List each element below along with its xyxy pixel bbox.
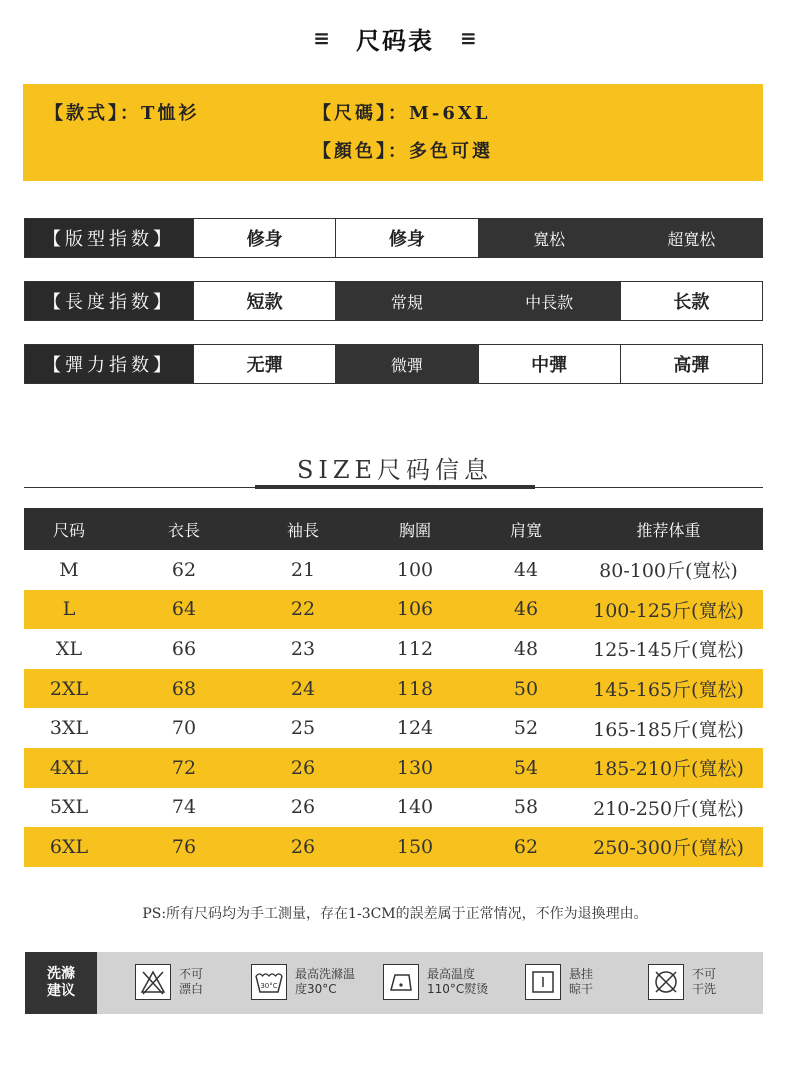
table-cell: 5XL [49, 796, 89, 819]
fit-option: 修身 [193, 219, 335, 257]
table-cell: 62 [513, 835, 539, 858]
length-option: 常規 [335, 282, 477, 320]
column-header: 衣長 [167, 520, 200, 540]
table-cell: 165-185斤(寬松) [593, 718, 744, 741]
care-text-line: 110°C熨烫 [427, 982, 489, 996]
table-cell: 24 [290, 677, 316, 700]
table-cell: 210-250斤(寬松) [593, 797, 744, 820]
column-header: 尺码 [52, 520, 85, 540]
table-cell: 23 [290, 637, 316, 660]
color-label: 【顏色】：多色可選 [313, 141, 493, 162]
table-cell: 100-125斤(寬松) [593, 599, 744, 622]
care-item-iron [383, 964, 488, 1000]
table-cell: 46 [513, 598, 539, 621]
length-index-label: 【長度指数】 [25, 282, 193, 320]
table-row [24, 788, 763, 828]
fit-index-row [24, 218, 763, 258]
length-option: 中長款 [478, 282, 620, 320]
table-cell: 130 [396, 756, 434, 779]
size-range-label: 【尺碼】：M-6XL [313, 103, 491, 124]
wash-30-icon [251, 964, 287, 1000]
measurement-note: PS:所有尺码均为手工測量，存在1-3CM的誤差属于正常情况，不作为退換理由。 [142, 906, 648, 922]
table-row [24, 590, 763, 630]
care-text-line: 不可 [179, 967, 204, 981]
table-cell: 118 [396, 677, 434, 700]
elasticity-option: 无彈 [193, 345, 335, 383]
elasticity-option: 高彈 [620, 345, 762, 383]
fit-option: 超寬松 [620, 219, 762, 257]
table-cell: XL [55, 637, 83, 660]
table-row [24, 550, 763, 590]
care-text-line: 最高洗滌温 [295, 967, 356, 981]
length-option: 短款 [193, 282, 335, 320]
care-text-line: 悬挂 [569, 967, 594, 981]
column-header: 肩寬 [509, 520, 542, 540]
menu-left-icon: ≡ [313, 26, 330, 50]
fit-option: 修身 [335, 219, 477, 257]
table-cell: 21 [290, 558, 316, 581]
column-header: 袖長 [286, 520, 319, 540]
table-cell: 6XL [49, 835, 89, 858]
table-cell: 250-300斤(寬松) [593, 837, 744, 860]
care-text-line: 漂白 [179, 982, 204, 996]
table-cell: 44 [513, 558, 539, 581]
table-cell: 62 [171, 558, 197, 581]
no-dryclean-icon [648, 964, 684, 1000]
fit-index-label: 【版型指数】 [25, 219, 193, 257]
table-cell: 100 [396, 558, 434, 581]
table-cell: 72 [171, 756, 197, 779]
table-row [24, 629, 763, 669]
table-cell: 26 [290, 756, 316, 779]
table-cell: 112 [396, 637, 434, 660]
iron-icon [383, 964, 419, 1000]
table-cell: 3XL [49, 717, 89, 740]
care-item-wash [251, 964, 355, 1000]
table-header-row [24, 508, 763, 550]
page-title: 尺码表 [356, 26, 434, 55]
care-item-no-bleach [135, 964, 203, 1000]
care-text-line: 干洗 [692, 982, 717, 996]
care-text-line: 度30°C [295, 982, 337, 996]
care-item-hang-dry [525, 964, 593, 1000]
table-cell: 124 [396, 717, 434, 740]
table-cell: 64 [171, 598, 197, 621]
table-row [24, 669, 763, 709]
length-index-row [24, 281, 763, 321]
care-label-line1: 洗滌 [47, 966, 75, 982]
fit-option: 寬松 [478, 219, 620, 257]
table-cell: 2XL [49, 677, 89, 700]
table-cell: 68 [171, 677, 197, 700]
table-cell: 150 [396, 835, 434, 858]
elasticity-option: 中彈 [478, 345, 620, 383]
table-row [24, 748, 763, 788]
column-header: 推荐体重 [636, 520, 701, 540]
elasticity-index-label: 【彈力指数】 [25, 345, 193, 383]
table-cell: 52 [513, 717, 539, 740]
table-row [24, 708, 763, 748]
table-row [24, 827, 763, 867]
table-cell: 145-165斤(寬松) [593, 679, 744, 702]
table-cell: 66 [171, 637, 197, 660]
menu-right-icon: ≡ [460, 26, 477, 50]
care-item-no-dryclean [648, 964, 716, 1000]
table-cell: 26 [290, 835, 316, 858]
table-cell: 25 [290, 717, 316, 740]
hang-dry-icon [525, 964, 561, 1000]
table-cell: 140 [396, 796, 434, 819]
table-cell: 50 [513, 677, 539, 700]
table-cell: 70 [171, 717, 197, 740]
length-option: 长款 [620, 282, 762, 320]
care-text-line: 最高温度 [427, 967, 476, 981]
care-label-line2: 建议 [47, 983, 75, 999]
table-cell: 74 [171, 796, 197, 819]
page-header [0, 18, 790, 58]
table-cell: 125-145斤(寬松) [593, 639, 744, 662]
care-text-line: 不可 [692, 967, 717, 981]
size-table [24, 508, 763, 867]
size-info-heading: SIZE尺码信息 [296, 456, 494, 484]
column-header: 胸圍 [398, 520, 431, 540]
table-cell: 185-210斤(寬松) [593, 758, 744, 781]
table-cell: 106 [396, 598, 434, 621]
table-cell: 48 [513, 637, 539, 660]
table-cell: 58 [513, 796, 539, 819]
table-cell: 76 [171, 835, 197, 858]
care-text-line: 晾干 [569, 982, 594, 996]
elasticity-index-row [24, 344, 763, 384]
style-label: 【款式】：T恤衫 [45, 103, 200, 124]
no-bleach-icon [135, 964, 171, 1000]
heading-underline [255, 485, 535, 489]
elasticity-option: 微彈 [335, 345, 477, 383]
table-cell: 22 [290, 598, 316, 621]
table-cell: 80-100斤(寬松) [599, 560, 738, 583]
table-cell: L [62, 598, 76, 621]
table-cell: M [59, 558, 79, 581]
table-cell: 26 [290, 796, 316, 819]
product-info-box [23, 84, 763, 181]
table-cell: 54 [513, 756, 539, 779]
table-cell: 4XL [49, 756, 89, 779]
wash-temp-badge: 30°C [260, 982, 278, 990]
care-label [25, 952, 97, 1014]
